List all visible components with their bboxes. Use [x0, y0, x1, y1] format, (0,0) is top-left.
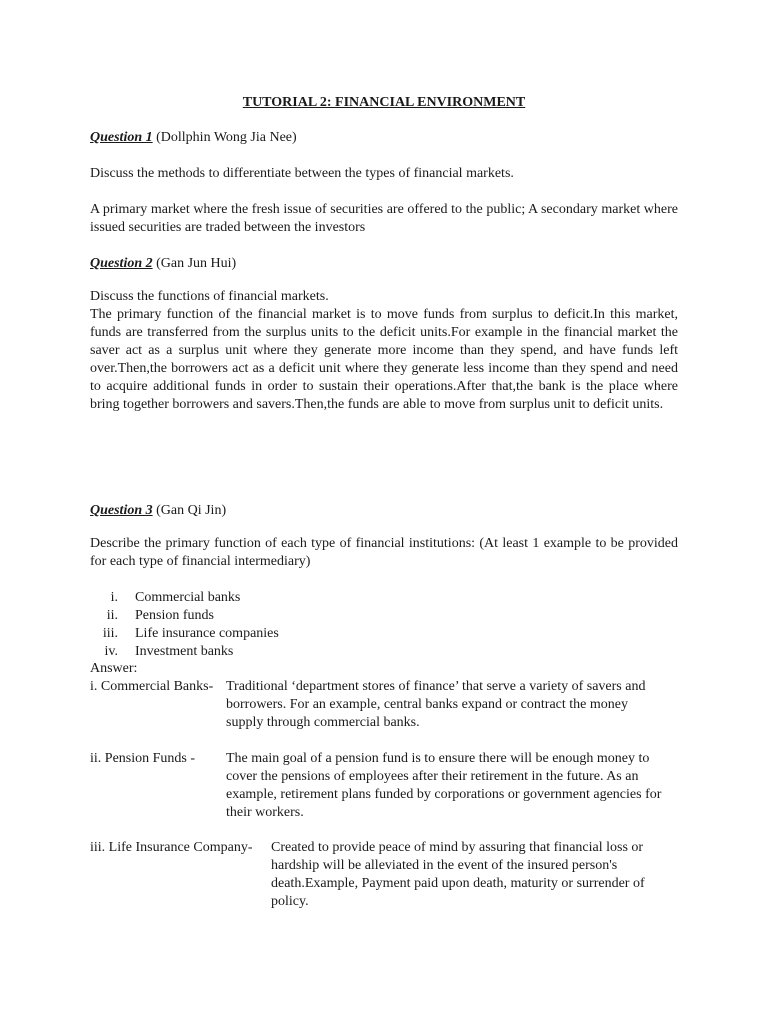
answer-row-pension-funds: [90, 750, 680, 822]
list-item-number: ii.: [106, 608, 118, 623]
answer-label: Answer:: [90, 661, 138, 676]
question-2-author: (Gan Jun Hui): [152, 256, 237, 271]
question-2-text: Discuss the functions of financial markets.: [90, 289, 329, 304]
list-item-number: iv.: [104, 644, 118, 659]
answer-row-life-insurance: [90, 839, 680, 911]
question-3-label: Question 3: [90, 503, 153, 518]
list-item-number: i.: [110, 590, 118, 605]
question-1-text: Discuss the methods to differentiate between the types of financial markets.: [90, 166, 514, 181]
answer-row-label: ii. Pension Funds -: [90, 751, 196, 766]
answer-row-text: Created to provide peace of mind by assuring that financial loss or hardship will be alleviated in the event of the insured person's death.Example, Payment paid upon death, maturity or surrender of policy.: [271, 840, 645, 909]
list-item-text: Investment banks: [135, 644, 234, 659]
question-2-heading: [90, 255, 678, 273]
list-item: [90, 643, 234, 661]
document-title: TUTORIAL 2: FINANCIAL ENVIRONMENT: [242, 95, 526, 110]
list-item-text: Commercial banks: [135, 590, 241, 605]
list-item: [90, 589, 241, 607]
answer-row-commercial-banks: [90, 678, 680, 732]
answer-row-label: iii. Life Insurance Company-: [90, 840, 253, 855]
answer-row-text: The main goal of a pension fund is to ensure there will be enough money to cover the pensions of employees after their retirement in the future. As an example, retirement plans funded by corporations or government agencies for their workers.: [226, 751, 662, 820]
list-item: [90, 625, 279, 643]
answer-row-text: Traditional ‘department stores of finance’ that serve a variety of savers and borrowers. For an example, central banks expand or contract the money supply through commercial banks.: [226, 679, 646, 730]
list-item: [90, 607, 214, 625]
question-1-author: (Dollphin Wong Jia Nee): [152, 130, 297, 145]
question-3-text: Describe the primary function of each type of financial institutions: (At least 1 example to be provided for each type of financial intermediary): [90, 536, 678, 569]
question-3-heading: [90, 502, 678, 520]
question-3-author: (Gan Qi Jin): [152, 503, 227, 518]
question-2-answer: The primary function of the financial market is to move funds from surplus to deficit.In this market, funds are transferred from the surplus units to the deficit units.For example in the financial market the saver act as a surplus unit where they generate more income than they spend, and have funds left over.Then,the borrowers act as a deficit unit where they generate less income than they spend and need to acquire additional funds in order to sustain their operations.After that,the bank is the place where bring together borrowers and savers.Then,the funds are able to move from surplus unit to deficit units.: [90, 307, 678, 412]
question-1-label: Question 1: [90, 130, 153, 145]
question-2-label: Question 2: [90, 256, 153, 271]
list-item-text: Pension funds: [135, 608, 214, 623]
question-1-answer: A primary market where the fresh issue of securities are offered to the public; A secondary market where issued securities are traded between the investors: [90, 202, 678, 235]
list-item-number: iii.: [102, 626, 118, 641]
answer-row-label: i. Commercial Banks-: [90, 679, 214, 694]
question-1-heading: [90, 129, 678, 147]
list-item-text: Life insurance companies: [135, 626, 279, 641]
